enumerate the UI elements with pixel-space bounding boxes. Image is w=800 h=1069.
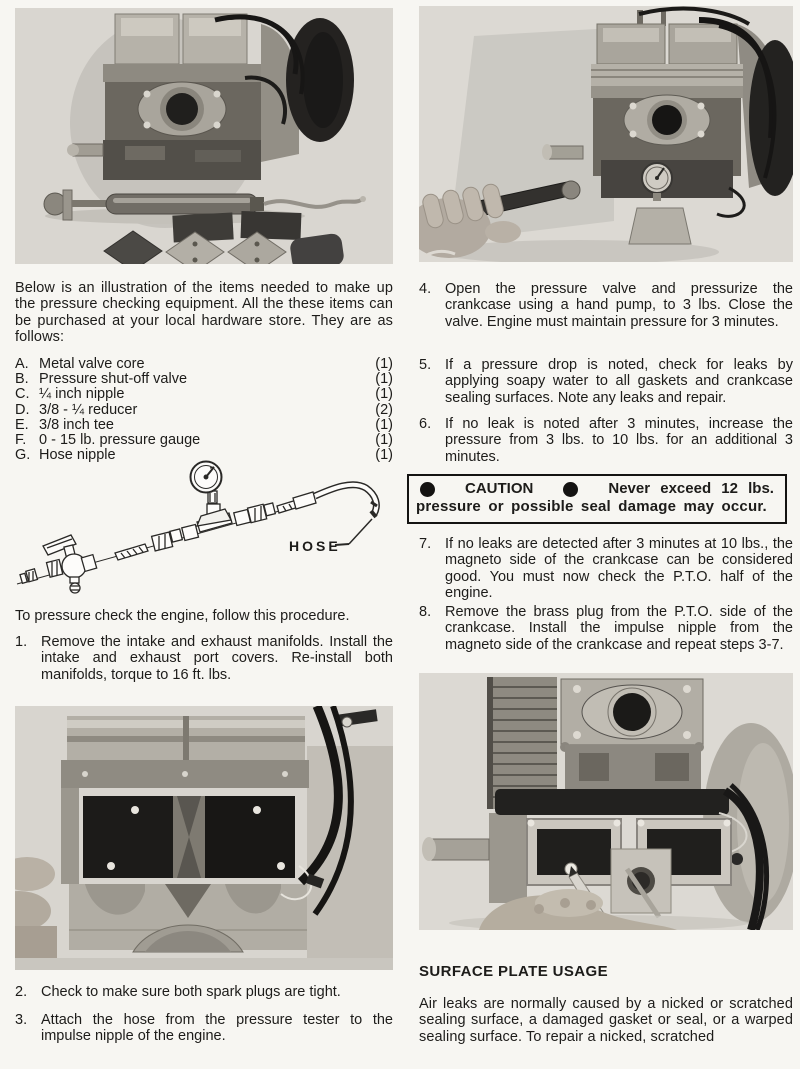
part-name: Hose nipple (39, 447, 116, 464)
part-qty: (1) (375, 416, 393, 433)
hose-leader-line (349, 519, 372, 544)
engine-equipment-photo-illustration (15, 8, 393, 264)
pipe-nipple (115, 544, 148, 560)
part-letter: D. (15, 401, 30, 418)
step-number: 8. (419, 604, 432, 620)
part-name: Metal valve core (39, 356, 145, 372)
caution-text-line2: pressure or possible seal damage may occur. (416, 498, 767, 515)
procedure-step-1 (15, 634, 393, 683)
part-letter: B. (15, 371, 29, 388)
surface-plate-paragraph: Air leaks are normally caused by a nicked or scratched sealing surface, a damaged gasket or seal, or a warped sealing surface. To repair a nicked, scratched (419, 996, 793, 1045)
surface-plate-heading: SURFACE PLATE USAGE (419, 963, 609, 980)
photo-pressure-check-equipment (15, 8, 393, 264)
part-row (15, 387, 393, 402)
part-row (15, 403, 393, 418)
part-row (15, 357, 393, 372)
photo-pto-side-check (419, 673, 793, 930)
pressure-gauge (191, 462, 222, 504)
procedure-step-8 (419, 604, 793, 653)
step-text: Attach the hose from the pressure tester to the impulse nipple of the engine. (41, 1012, 393, 1045)
tee-fitting (197, 504, 232, 532)
shutoff-valve (43, 535, 97, 593)
part-name: 3/8 - ¼ reducer (39, 401, 138, 418)
procedure-step-7 (419, 536, 793, 602)
pressure-tester-exploded-view (15, 460, 393, 600)
reducer-right (234, 503, 276, 526)
part-qty: (1) (375, 386, 393, 403)
part-qty: (1) (375, 432, 393, 449)
port-covers-photo-illustration (15, 706, 393, 970)
parts-list (15, 357, 393, 463)
hex-nut (182, 524, 199, 540)
procedure-intro: To pressure check the engine, follow this procedure. (15, 608, 350, 624)
procedure-step-3 (15, 1012, 393, 1045)
part-row (15, 372, 393, 387)
hose-label: HOSE (289, 538, 341, 554)
step-text: If a pressure drop is noted, check for leaks by applying soapy water to all gaskets and crankcase sealing surfaces. Note any leaks and repair. (445, 357, 793, 406)
step-number: 1. (15, 634, 28, 650)
port-cover-left (83, 796, 173, 878)
engine-pressurizing-photo-illustration (419, 6, 793, 262)
photo-port-covers-installed (15, 706, 393, 970)
procedure-step-2 (15, 984, 393, 1000)
hand-holding-engine-illustration (15, 857, 57, 970)
part-qty: (1) (375, 371, 393, 388)
part-name: Pressure shut-off valve (39, 371, 188, 388)
part-letter: E. (15, 416, 29, 433)
caution-label: CAUTION (465, 480, 534, 497)
step-number: 3. (15, 1012, 28, 1028)
pto-shaft (429, 839, 489, 860)
part-name: ¼ inch nipple (39, 386, 125, 403)
part-name: 0 - 15 lb. pressure gauge (39, 432, 201, 449)
part-letter: C. (15, 386, 30, 403)
procedure-step-6 (419, 416, 793, 465)
photo-pressurizing-crankcase (419, 6, 793, 262)
step-number: 6. (419, 416, 432, 432)
valve-core (20, 569, 37, 584)
step-text: Open the pressure valve and pressurize the crankcase using a hand pump, to 3 lbs. Close the valve. Engine must maintain pressure for 3 minutes. (445, 281, 793, 330)
part-row (15, 418, 393, 433)
caution-text-line1: Never exceed 12 lbs. (608, 480, 774, 497)
hose-nipple (277, 492, 316, 513)
intro-paragraph: Below is an illustration of the items needed to make up the pressure checking equipment. All the these items can be purchased at your local hardware store. They are as follows: (15, 280, 393, 346)
hose (315, 485, 377, 517)
procedure-step-4 (419, 281, 793, 330)
part-qty: (1) (375, 447, 393, 464)
step-number: 4. (419, 281, 432, 297)
part-letter: F. (15, 432, 27, 449)
step-text: If no leak is noted after 3 minutes, increase the pressure from 3 lbs. to 10 lbs. for an additional 3 minutes. (445, 416, 793, 465)
step-text: If no leaks are detected after 3 minutes at 10 lbs., the magneto side of the crankcase can be considered good. You must now check the P.T.O. half of the engine. (445, 536, 793, 602)
reducer-left (152, 529, 183, 551)
part-name: 3/8 inch tee (39, 416, 114, 433)
part-letter: G. (15, 447, 31, 464)
step-number: 2. (15, 984, 28, 1000)
caution-dot-right-icon (563, 482, 578, 497)
step-text: Remove the intake and exhaust manifolds. Install the intake and exhaust port covers. Re-install both manifolds, torque to 16 ft. lbs. (41, 634, 393, 683)
caution-dot-left-icon (420, 482, 435, 497)
caution-box (407, 474, 787, 524)
part-row (15, 433, 393, 448)
step-text: Remove the brass plug from the P.T.O. side of the crankcase. Install the impulse nipple from the magneto side of the crankcase and repeat steps 3-7. (445, 604, 793, 653)
part-qty: (2) (375, 401, 393, 418)
part-qty: (1) (375, 356, 393, 372)
pto-side-photo-illustration (419, 673, 793, 930)
caution-line-1 (416, 480, 778, 498)
pressure-tester-diagram (15, 460, 393, 600)
part-letter: A. (15, 356, 29, 372)
step-number: 5. (419, 357, 432, 373)
procedure-step-5 (419, 357, 793, 406)
step-number: 7. (419, 536, 432, 552)
step-text: Check to make sure both spark plugs are tight. (41, 984, 341, 1000)
